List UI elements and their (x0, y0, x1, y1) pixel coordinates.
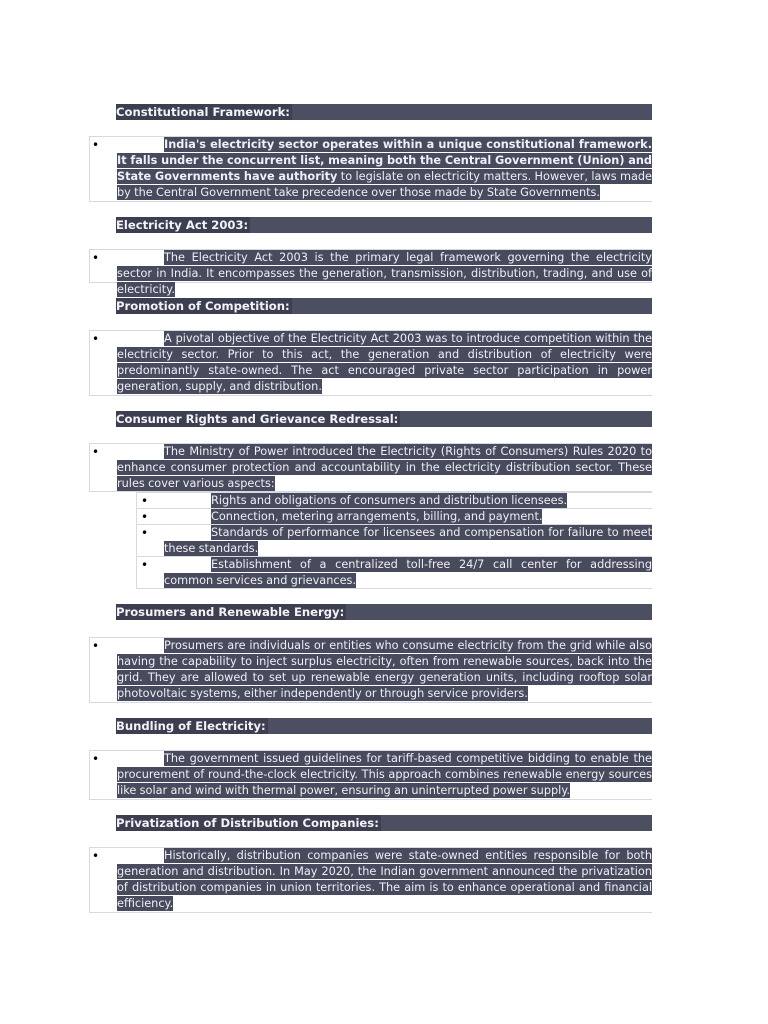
bullet-icon: • (92, 332, 100, 346)
sub-list-item (136, 492, 652, 509)
list-item (89, 330, 652, 396)
bullet-icon: • (141, 558, 149, 572)
section-heading-electricity-act (116, 217, 652, 233)
paragraph-text: A pivotal objective of the Electricity Act 2003 was to introduce competition within the electricity sector. Prior to this act, the generation and distribution of electricity were predominantly state-owned. The act encouraged private sector participation in power generation, supply, and distribution. (117, 332, 652, 393)
list-item (89, 637, 652, 703)
bullet-icon: • (92, 138, 100, 152)
bullet-icon: • (92, 639, 100, 653)
sub-list-item (136, 508, 652, 525)
section-heading-promotion-of-competition (116, 298, 652, 314)
bullet-icon: • (92, 251, 100, 265)
list-item (89, 249, 652, 296)
sub-item-text: Establishment of a centralized toll-free 24/7 call center for addressing common services and grievances. (164, 558, 652, 587)
paragraph (164, 557, 652, 589)
list-item (89, 847, 652, 913)
paragraph (117, 848, 652, 912)
bullet-icon: • (141, 494, 149, 508)
section-heading-constitutional-framework (116, 104, 652, 120)
paragraph (117, 444, 652, 492)
heading-text: Constitutional Framework: (116, 105, 290, 119)
paragraph (117, 751, 652, 799)
heading-text: Bundling of Electricity: (116, 719, 266, 733)
sub-list-item (136, 524, 652, 557)
paragraph-text: The Ministry of Power introduced the Electricity (Rights of Consumers) Rules 2020 to enhance consumer protection and accountability in the electricity distribution sector. These rules cover various aspects: (117, 445, 652, 490)
sub-item-text: Rights and obligations of consumers and distribution licensees. (211, 494, 568, 507)
heading-text: Privatization of Distribution Companies: (116, 816, 379, 830)
sub-item-text: Standards of performance for licensees and compensation for failure to meet these standards. (164, 526, 652, 555)
section-heading-consumer-rights (116, 411, 652, 427)
paragraph (164, 525, 652, 557)
paragraph-text: to legislate on electricity matters. However, laws made by the Central Government take precedence over those made by State Governments. (117, 170, 652, 199)
section-heading-prosumers (116, 604, 652, 620)
sub-list-item (136, 556, 652, 589)
bullet-icon: • (92, 445, 100, 459)
heading-text: Consumer Rights and Grievance Redressal: (116, 412, 399, 426)
sub-item-text: Connection, metering arrangements, billing, and payment. (211, 510, 543, 523)
heading-text: Promotion of Competition: (116, 299, 290, 313)
list-item (89, 136, 652, 202)
paragraph (117, 331, 652, 395)
list-item (89, 443, 652, 492)
bullet-icon: • (141, 510, 149, 524)
bullet-icon: • (141, 526, 149, 540)
paragraph (164, 493, 652, 509)
section-heading-privatization (116, 815, 652, 831)
paragraph-text: Prosumers are individuals or entities who consume electricity from the grid while also having the capability to inject surplus electricity, often from renewable sources, back into the grid. They are allowed to set up renewable energy generation units, including rooftop solar photovoltaic systems, either independently or through service providers. (117, 639, 652, 700)
heading-text: Prosumers and Renewable Energy: (116, 605, 345, 619)
paragraph (117, 250, 652, 298)
paragraph (117, 137, 652, 201)
paragraph-text: The Electricity Act 2003 is the primary legal framework governing the electricity sector in India. It encompasses the generation, transmission, distribution, trading, and use of electricity. (117, 251, 652, 296)
heading-text: Electricity Act 2003: (116, 218, 249, 232)
bullet-icon: • (92, 752, 100, 766)
list-item (89, 750, 652, 800)
bold-lead-text: India's electricity sector operates within a unique constitutional framework. It falls under the concurrent list, meaning both the Central Government (Union) and State Governments have authority (117, 138, 652, 183)
bullet-icon: • (92, 849, 100, 863)
paragraph (117, 638, 652, 702)
paragraph-text: Historically, distribution companies were state-owned entities responsible for both generation and distribution. In May 2020, the Indian government announced the privatization of distribution companies in union territories. The aim is to enhance operational and financial efficiency. (117, 849, 652, 910)
paragraph-text: The government issued guidelines for tariff-based competitive bidding to enable the procurement of round-the-clock electricity. This approach combines renewable energy sources like solar and wind with thermal power, ensuring an uninterrupted power supply. (117, 752, 652, 797)
section-heading-bundling-of-electricity (116, 718, 652, 734)
paragraph (164, 509, 652, 525)
